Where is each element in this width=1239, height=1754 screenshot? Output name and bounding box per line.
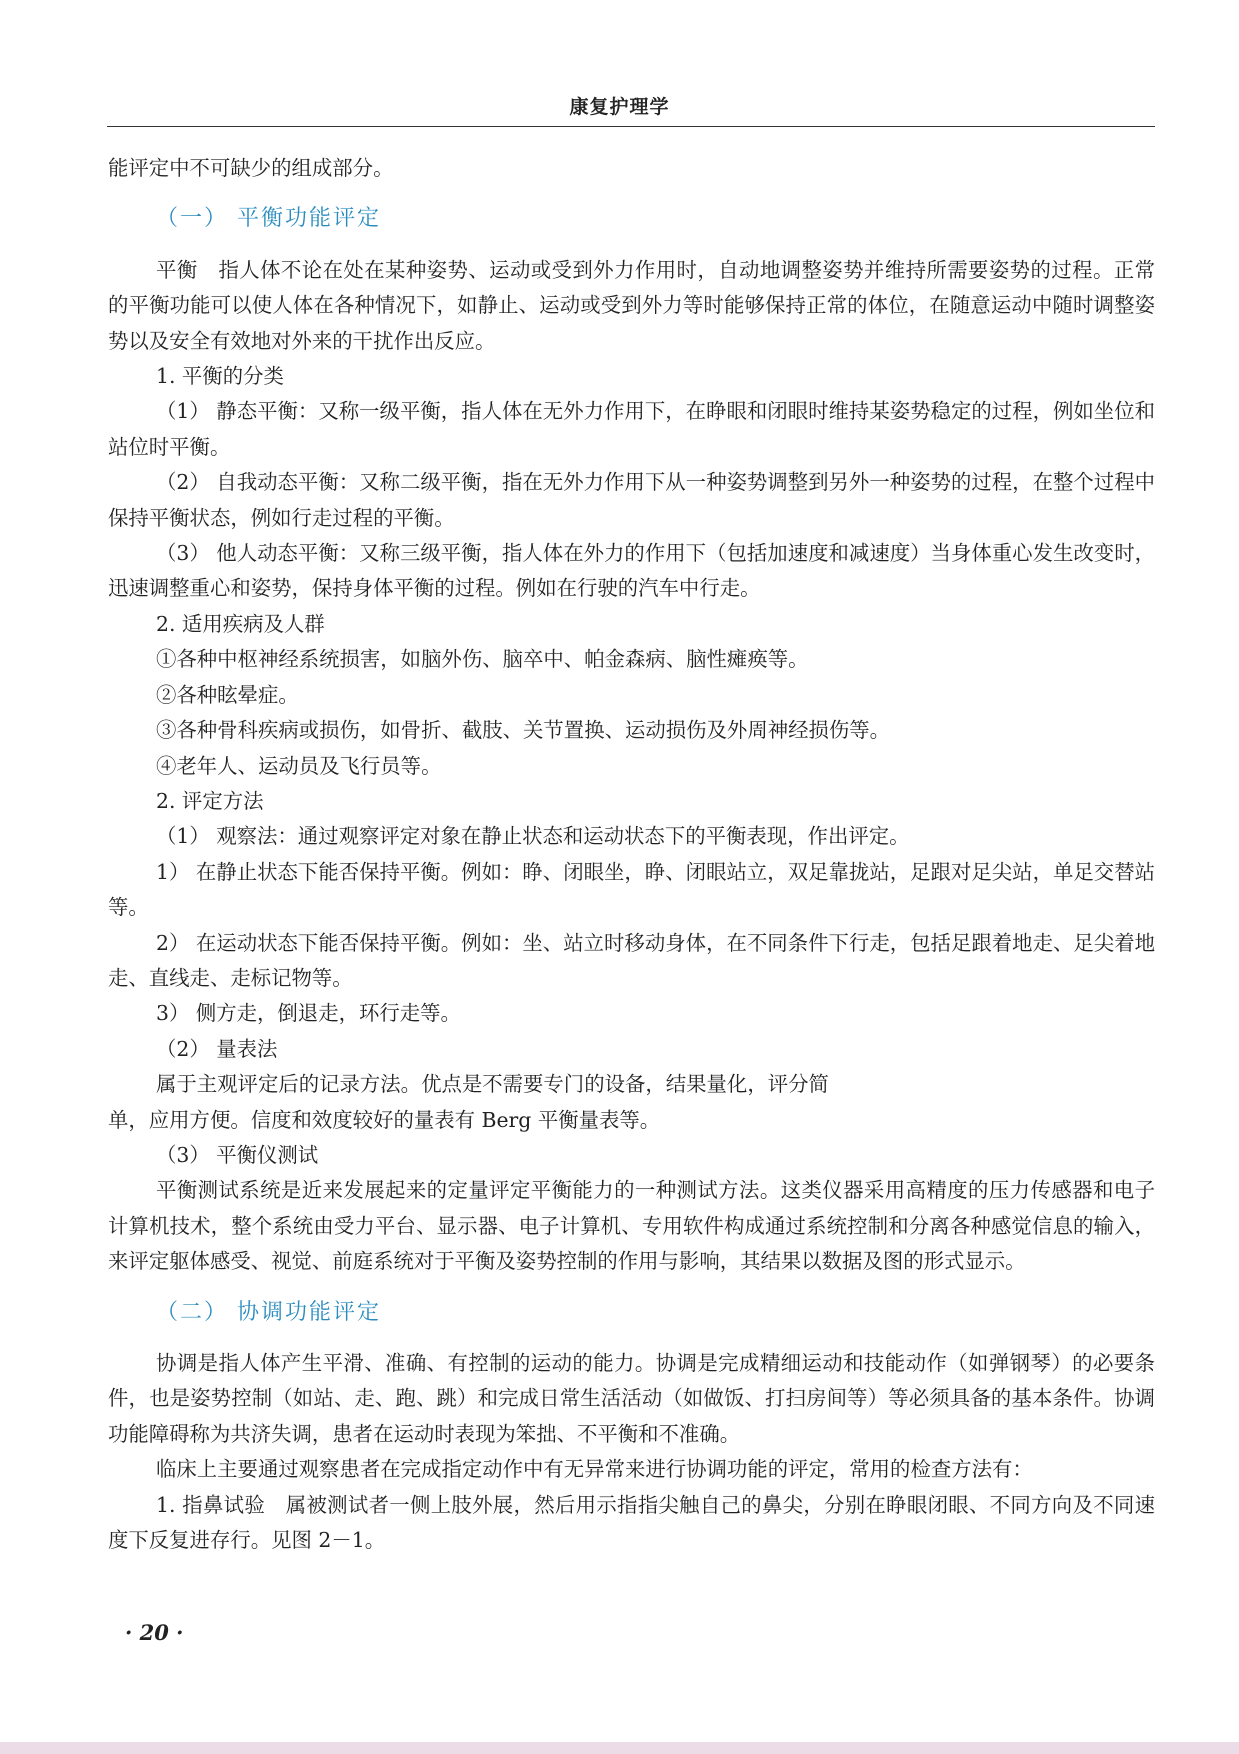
paragraph: 3） 侧方走，倒退走，环行走等。: [156, 1001, 461, 1026]
page-number: · 20 ·: [125, 1620, 184, 1645]
paragraph: 2） 在运动状态下能否保持平衡。例如：坐、站立时移动身体，在不同条件下行走，包括足跟着地走、足尖着地走、直线走、走标记物等。: [108, 930, 1155, 990]
paragraph: （1） 静态平衡：又称一级平衡，指人体在无外力作用下，在睁眼和闭眼时维持某姿势稳定的过程，例如坐位和站位时平衡。: [108, 399, 1155, 459]
paragraph: 1. 指鼻试验 属被测试者一侧上肢外展，然后用示指指尖触自己的鼻尖，分别在睁眼闭眼、不同方向及不同速度下反复进存行。见图 2－1。: [108, 1492, 1155, 1553]
paragraph: 协调是指人体产生平滑、准确、有控制的运动的能力。协调是完成精细运动和技能动作（如弹钢琴）的必要条件，也是姿势控制（如站、走、跑、跳）和完成日常生活活动（如做饭、打扫房间等）等必须具备的基本条件。协调功能障碍称为共济失调，患者在运动时表现为笨拙、不平衡和不准确。: [108, 1351, 1155, 1446]
paragraph: （3） 他人动态平衡：又称三级平衡，指人体在外力的作用下（包括加速度和减速度）当身体重心发生改变时，迅速调整重心和姿势，保持身体平衡的过程。例如在行驶的汽车中行走。: [108, 541, 1155, 601]
subheading: （3） 平衡仪测试: [156, 1142, 319, 1167]
paragraph: 能评定中不可缺少的组成部分。: [108, 156, 394, 180]
scan-edge-band: [0, 1742, 1239, 1754]
paragraph: （1） 观察法：通过观察评定对象在静止状态和运动状态下的平衡表现，作出评定。: [156, 824, 910, 849]
paragraph: 平衡 指人体不论在处在某种姿势、运动或受到外力作用时，自动地调整姿势并维持所需要姿势的过程。正常的平衡功能可以使人体在各种情况下，如静止、运动或受到外力等时能够保持正常的体位，在随意运动中随时调整姿势以及安全有效地对外来的干扰作出反应。: [108, 257, 1155, 353]
list-item: ④老年人、运动员及飞行员等。: [156, 753, 442, 778]
subheading: 1. 平衡的分类: [156, 364, 284, 389]
section-heading-coordination: （二） 协调功能评定: [156, 1299, 381, 1325]
subheading: 2. 评定方法: [156, 788, 264, 813]
body-text: [108, 151, 1155, 1558]
paragraph: （2） 自我动态平衡：又称二级平衡，指在无外力作用下从一种姿势调整到另外一种姿势的过程，在整个过程中保持平衡状态，例如行走过程的平衡。: [108, 470, 1155, 530]
header-rule: [107, 126, 1155, 127]
running-head: 康复护理学: [569, 96, 670, 118]
list-item: ③各种骨科疾病或损伤，如骨折、截肢、关节置换、运动损伤及外周神经损伤等。: [156, 718, 891, 743]
section-heading-balance: （一） 平衡功能评定: [156, 206, 381, 232]
paragraph: 1） 在静止状态下能否保持平衡。例如：睁、闭眼坐，睁、闭眼站立，双足靠拢站，足跟对足尖站，单足交替站等。: [108, 859, 1155, 920]
paragraph: 属于主观评定后的记录方法。优点是不需要专门的设备，结果量化，评分简: [156, 1072, 829, 1097]
list-item: ①各种中枢神经系统损害，如脑外伤、脑卒中、帕金森病、脑性瘫痪等。: [156, 647, 809, 672]
subheading: 2. 适用疾病及人群: [156, 611, 325, 636]
list-item: ②各种眩晕症。: [156, 682, 299, 707]
paragraph: 单，应用方便。信度和效度较好的量表有 Berg 平衡量表等。: [108, 1107, 661, 1132]
paragraph: 临床上主要通过观察患者在完成指定动作中有无异常来进行协调功能的评定，常用的检查方法有：: [156, 1457, 1033, 1482]
subheading: （2） 量表法: [156, 1036, 278, 1061]
paragraph: 平衡测试系统是近来发展起来的定量评定平衡能力的一种测试方法。这类仪器采用高精度的压力传感器和电子计算机技术，整个系统由受力平台、显示器、电子计算机、专用软件构成通过系统控制和分离各种感觉信息的输入，来评定躯体感受、视觉、前庭系统对于平衡及姿势控制的作用与影响，其结果以数据及图的形式显示。: [108, 1178, 1155, 1274]
